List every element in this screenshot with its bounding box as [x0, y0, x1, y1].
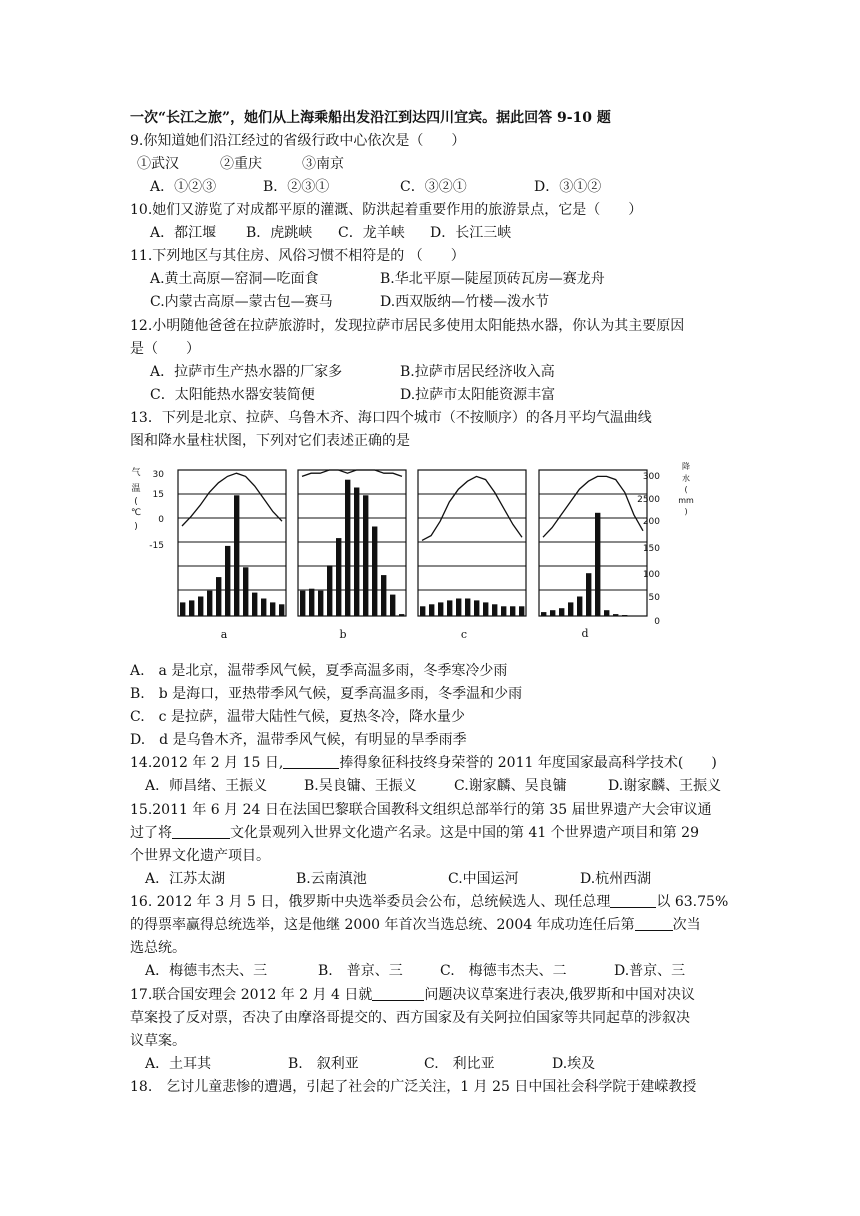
left-axis-label-char-4: ) [134, 522, 138, 532]
q13-stem-line2: 图和降水量柱状图，下列对它们表述正确的是 [130, 433, 410, 449]
q16-stem-line2 [130, 915, 701, 935]
panel-b-precip-bar-11 [390, 595, 395, 616]
q10-option-a: A．都江堰 [150, 225, 217, 241]
panel-b-precip-bar-10 [381, 575, 386, 616]
q16-blank-2 [635, 916, 673, 931]
left-tick-2: 0 [158, 515, 164, 525]
panel-a-precip-bar-7 [234, 495, 239, 616]
q14-option-d: D.谢家麟、王振义 [608, 778, 722, 794]
q10-option-c: C．龙羊峡 [338, 225, 405, 241]
panel-b-precip-bar-4 [327, 565, 332, 616]
panel-b-precip-bar-7 [354, 488, 359, 617]
panel-a-precip-bar-12 [279, 604, 284, 616]
q12-option-b: B.拉萨市居民经济收入高 [400, 364, 555, 380]
q15-option-c: C.中国运河 [448, 871, 519, 887]
q13-option-c: C. c 是拉萨，温带大陆性气候，夏热冬冷，降水量少 [130, 709, 465, 725]
q16-stem-line2-end: 次当 [672, 917, 701, 933]
right-axis-label-char-3: mm [678, 496, 694, 505]
intro-text: 一次“长江之旅”，她们从上海乘船出发沿江到达四川宜宾。据此回答 9-10 题 [130, 110, 611, 126]
q18-stem-line1: 18. 乞讨儿童悲惨的遭遇，引起了社会的广泛关注，1 月 25 日中国社会科学院于建嵘教授 [130, 1079, 697, 1095]
panel-a-caption: a [220, 628, 228, 641]
q17-option-a: A．土耳其 [145, 1056, 212, 1072]
panel-d-precip-bar-9 [613, 614, 618, 616]
q16-option-b: B. 普京、三 [318, 963, 403, 979]
q15-option-a: A．江苏太湖 [145, 871, 226, 887]
q16-option-a: A．梅德韦杰夫、三 [145, 963, 268, 979]
panel-b-precip-bar-3 [318, 591, 323, 616]
panel-c-precip-bar-4 [447, 600, 452, 616]
right-tick-6: 0 [654, 617, 660, 627]
q17-stem-line1 [130, 985, 695, 1005]
q15-stem-line2 [130, 823, 699, 843]
q17-stem-start: 17.联合国安理会 2012 年 2 月 4 日就 [130, 987, 373, 1003]
right-tick-4: 100 [642, 570, 660, 580]
q17-stem-line2: 草案投了反对票，否决了由摩洛哥提交的、西方国家及有关阿拉伯国家等共同起草的涉叙决 [130, 1010, 690, 1026]
q9-option-b: B．②③① [263, 179, 330, 195]
q16-stem-start: 16. 2012 年 3 月 5 日，俄罗斯中央选举委员会公布，总统候选人、现任总理 [130, 894, 611, 910]
q12-stem-line1: 12.小明随他爸爸在拉萨旅游时，发现拉萨市居民多使用太阳能热水器，你认为其主要原因 [130, 318, 685, 334]
q16-stem-line3: 选总统。 [130, 940, 186, 956]
panel-c-precip-bar-6 [465, 599, 470, 617]
panel-b-precip-bar-6 [345, 480, 350, 616]
panel-b-temp-curve [302, 470, 402, 476]
q16-stem-mid: 以 63.75% [656, 894, 729, 910]
q14-stem [130, 753, 717, 773]
panel-a-precip-bar-4 [207, 591, 212, 616]
panel-a-precip-bar-8 [243, 567, 248, 616]
right-axis-label-char-4: ) [684, 507, 688, 516]
panel-d-temp-curve [543, 476, 643, 537]
right-tick-5: 50 [648, 593, 660, 603]
panel-d-caption: d [581, 627, 589, 640]
q17-blank [372, 986, 424, 1001]
q12-option-a: A．拉萨市生产热水器的厂家多 [150, 364, 343, 380]
panel-a-precip-bar-1 [180, 602, 185, 616]
q9-item-2: ②重庆 [220, 156, 262, 172]
q10-option-d: D．长江三峡 [430, 225, 512, 241]
panel-b-caption: b [339, 628, 347, 641]
q15-stem-line1: 15.2011 年 6 月 24 日在法国巴黎联合国教科文组织总部举行的第 35 届世界遗产大会审议通 [130, 802, 712, 818]
panel-a-precip-bar-3 [198, 597, 203, 617]
q11-stem: 11.下列地区与其住房、风俗习惯不相符是的 （ ） [130, 248, 465, 264]
panel-a-precip-bar-9 [252, 593, 257, 616]
q11-option-b: B.华北平原—陡屋顶砖瓦房—赛龙舟 [380, 271, 605, 287]
q11-option-c: C.内蒙古高原—蒙古包—赛马 [150, 294, 333, 310]
q13-option-a: A. a 是北京，温带季风气候，夏季高温多雨，冬季寒冷少雨 [130, 663, 508, 679]
panel-c-precip-bar-12 [519, 606, 524, 616]
right-tick-0: 300 [642, 472, 660, 482]
q13-option-b: B. b 是海口，亚热带季风气候，夏季高温多雨，冬季温和少雨 [130, 686, 523, 702]
left-axis-label-char-0: 气 [131, 468, 141, 478]
panel-a-precip-bar-2 [189, 600, 194, 616]
panel-a-precip-bar-10 [261, 599, 266, 617]
panel-c-precip-bar-9 [492, 604, 497, 616]
q16-blank-1 [610, 893, 656, 908]
right-tick-1: 2500 [637, 495, 660, 505]
panel-b-precip-bar-9 [372, 527, 377, 617]
panel-d-precip-bar-1 [541, 612, 546, 616]
left-axis-label-char-1: 温 [131, 484, 141, 494]
panel-c-frame [418, 470, 526, 616]
panel-c-precip-bar-11 [510, 606, 515, 616]
panel-b-precip-bar-2 [309, 589, 314, 616]
panel-a-precip-bar-5 [216, 577, 221, 616]
panel-b-precip-bar-8 [363, 495, 368, 616]
panel-c-precip-bar-5 [456, 599, 461, 617]
panel-d-precip-bar-2 [550, 610, 555, 616]
panel-d-precip-bar-7 [595, 513, 600, 616]
q11-option-d: D.西双版纳—竹楼—泼水节 [380, 294, 550, 310]
left-tick-3: -15 [149, 541, 164, 551]
q9-option-d: D．③①② [534, 179, 602, 195]
q14-stem-start: 14.2012 年 2 月 15 日, [130, 755, 284, 771]
panel-c-precip-bar-8 [483, 602, 488, 616]
q16-option-d: D.普京、三 [614, 963, 686, 979]
right-axis-label-char-2: ( [684, 485, 688, 494]
panel-d-precip-bar-3 [559, 608, 564, 616]
q15-stem-end: 文化景观列入世界文化遗产名录。这是中国的第 41 个世界遗产项目和第 29 [230, 825, 699, 841]
panel-a-precip-bar-6 [225, 546, 230, 616]
q9-item-1: ①武汉 [137, 156, 179, 172]
panel-c-precip-bar-10 [501, 606, 506, 616]
q9-stem: 9.你知道她们沿江经过的省级行政中心依次是（ ） [130, 133, 466, 149]
panel-b-precip-bar-1 [300, 591, 305, 616]
panel-b-precip-bar-5 [336, 538, 341, 616]
q14-stem-end: 捧得象征科技终身荣誉的 2011 年度国家最高科学技术( ) [339, 755, 717, 771]
q17-stem-line3: 议草案。 [130, 1033, 186, 1049]
panel-d-precip-bar-8 [604, 610, 609, 616]
q14-option-c: C.谢家麟、吴良镛 [454, 778, 567, 794]
left-axis-label-char-2: ( [134, 497, 138, 507]
panel-d-precip-bar-10 [622, 615, 627, 616]
q17-stem-end: 问题决议草案进行表决,俄罗斯和中国对决议 [424, 987, 695, 1003]
panel-d-precip-bar-4 [568, 602, 573, 616]
q11-option-a: A.黄土高原—窑洞—吃面食 [150, 271, 319, 287]
panel-c-precip-bar-2 [429, 604, 434, 616]
panel-a-frame [178, 470, 286, 616]
q9-option-c: C．③②① [400, 179, 467, 195]
q10-stem: 10.她们又游览了对成都平原的灌溉、防洪起着重要作用的旅游景点，它是（ ） [130, 202, 643, 218]
q15-option-d: D.杭州西湖 [580, 871, 652, 887]
left-tick-0: 30 [152, 470, 164, 480]
q14-blank [283, 754, 339, 769]
q9-item-3: ③南京 [302, 156, 344, 172]
right-tick-2: 200 [642, 517, 660, 527]
q9-option-a: A．①②③ [150, 179, 217, 195]
left-axis-label-char-3: ℃ [130, 508, 142, 518]
q14-option-b: B.吴良镛、王振义 [304, 778, 417, 794]
q15-blank [172, 824, 230, 839]
q10-option-b: B．虎跳峡 [246, 225, 313, 241]
q15-option-b: B.云南滇池 [296, 871, 367, 887]
panel-b-precip-bar-12 [399, 614, 404, 616]
panel-c-precip-bar-3 [438, 602, 443, 616]
panel-d-precip-bar-5 [577, 597, 582, 617]
q17-option-d: D.埃及 [552, 1056, 596, 1072]
q14-option-a: A．师昌绪、王振义 [145, 778, 268, 794]
panel-d-precip-bar-6 [586, 573, 591, 616]
right-axis-label-char-0: 降 [682, 462, 690, 471]
panel-c-temp-curve [422, 476, 522, 540]
q12-option-c: C．太阳能热水器安装简便 [150, 387, 315, 403]
q17-option-b: B. 叙利亚 [288, 1056, 359, 1072]
right-axis-label-char-1: 水 [682, 474, 690, 483]
right-tick-3: 150 [642, 544, 660, 554]
panel-a-precip-bar-11 [270, 602, 275, 616]
panel-c-precip-bar-7 [474, 600, 479, 616]
panel-c-caption: c [460, 628, 468, 641]
panel-d-frame [539, 470, 647, 616]
q12-option-d: D.拉萨市太阳能资源丰富 [400, 387, 556, 403]
q16-stem-line2-start: 的得票率赢得总统选举，这是他继 2000 年首次当选总统、2004 年成功连任后第 [130, 917, 635, 933]
panel-c-precip-bar-1 [420, 606, 425, 616]
q15-stem-start: 过了将 [130, 825, 172, 841]
q13-stem-line1: 13．下列是北京、拉萨、乌鲁木齐、海口四个城市（不按顺序）的各月平均气温曲线 [130, 410, 652, 426]
q16-option-c: C. 梅德韦杰夫、二 [440, 963, 567, 979]
left-tick-1: 15 [152, 490, 164, 500]
q13-option-d: D. d 是乌鲁木齐，温带季风气候，有明显的旱季雨季 [130, 732, 467, 748]
q16-stem-line1 [130, 892, 728, 912]
q12-stem-line2: 是（ ） [130, 341, 200, 357]
q17-option-c: C. 利比亚 [424, 1056, 495, 1072]
q15-stem-line3: 个世界文化遗产项目。 [130, 848, 270, 864]
